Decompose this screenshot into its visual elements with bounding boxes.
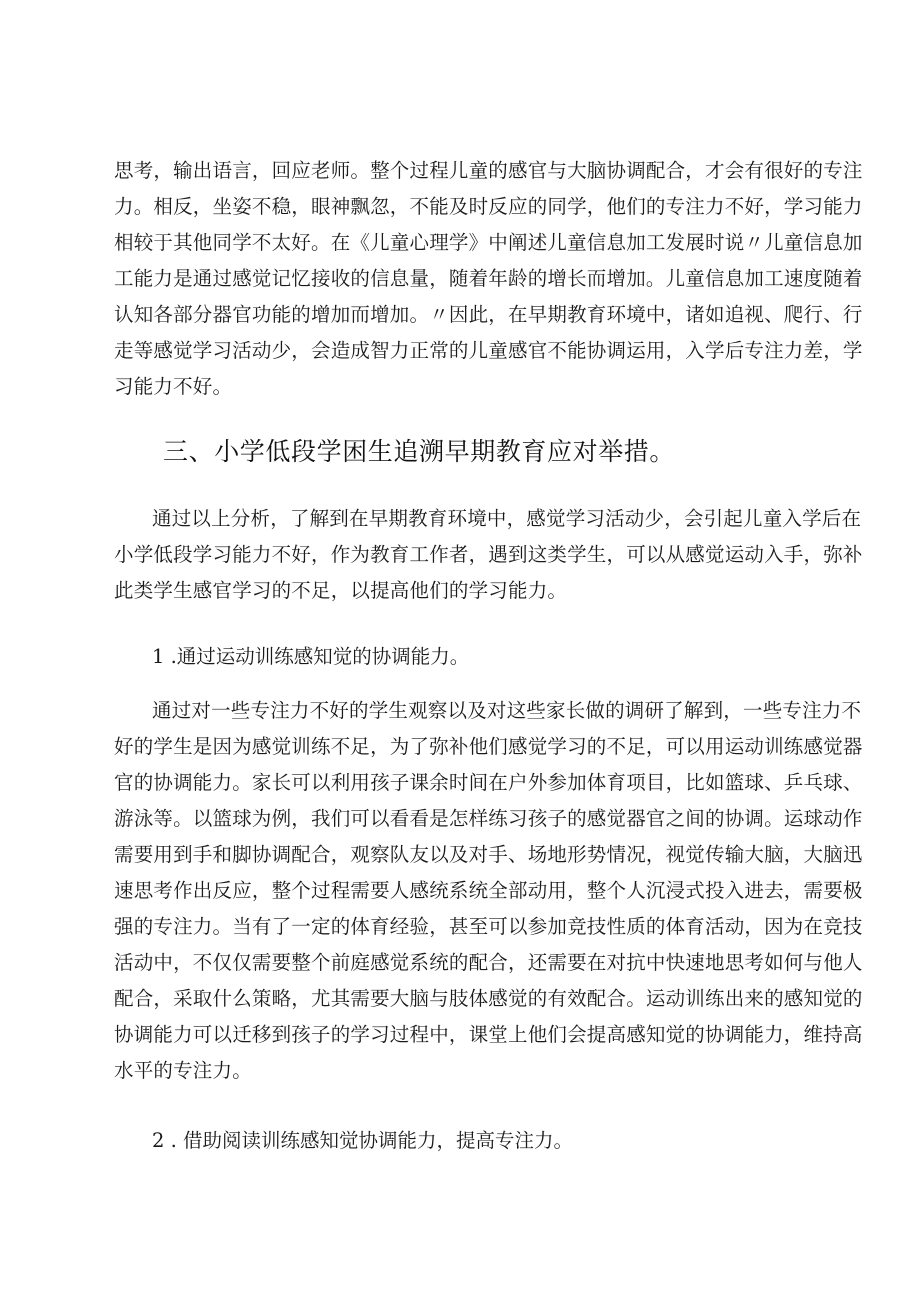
paragraph-line: 工能力是通过感觉记忆接收的信息量，随着年龄的增长而增加。儿童信息加工速度随着	[114, 267, 863, 290]
paragraph-line: 通过以上分析，了解到在早期教育环境中，感觉学习活动少，会引起儿童入学后在	[152, 507, 862, 530]
paragraph-line: 认知各部分器官功能的增加而增加。〃因此，在早期教育环境中，诸如追视、爬行、行	[114, 303, 863, 326]
paragraph-line: 强的专注力。当有了一定的体育经验，甚至可以参加竞技性质的体育活动，因为在竞技	[114, 915, 863, 938]
paragraph-line: 走等感觉学习活动少，会造成智力正常的儿童感官不能协调运用，入学后专注力差，学	[114, 339, 863, 362]
paragraph-line: 速思考作出反应，整个过程需要人感统系统全部动用，整个人沉浸式投入进去，需要极	[114, 879, 863, 902]
subheading-1: 1 .通过运动训练感知觉的协调能力。	[152, 645, 470, 668]
paragraph-line: 配合，采取什么策略，尤其需要大脑与肢体感觉的有效配合。运动训练出来的感知觉的	[114, 987, 863, 1010]
paragraph-line: 思考，输出语言，回应老师。整个过程儿童的感官与大脑协调配合，才会有很好的专注	[114, 159, 863, 182]
paragraph-line: 游泳等。以篮球为例，我们可以看看是怎样练习孩子的感觉器官之间的协调。运球动作	[114, 807, 863, 830]
paragraph-line: 好的学生是因为感觉训练不足，为了弥补他们感觉学习的不足，可以用运动训练感觉器	[114, 735, 863, 758]
paragraph-line: 力。相反，坐姿不稳，眼神飘忽，不能及时反应的同学，他们的专注力不好，学习能力	[114, 195, 863, 218]
paragraph-line: 此类学生感官学习的不足，以提高他们的学习能力。	[114, 579, 568, 602]
paragraph-line: 官的协调能力。家长可以利用孩子课余时间在户外参加体育项目，比如篮球、乒乓球、	[114, 771, 863, 794]
paragraph-line: 小学低段学习能力不好，作为教育工作者，遇到这类学生，可以从感觉运动入手，弥补	[114, 543, 863, 566]
subheading-2: 2 . 借助阅读训练感知觉协调能力，提高专注力。	[152, 1129, 574, 1152]
paragraph-line: 习能力不好。	[114, 375, 233, 398]
paragraph-line: 协调能力可以迁移到孩子的学习过程中，课堂上他们会提高感知觉的协调能力，维持高	[114, 1023, 863, 1046]
paragraph-line: 相较于其他同学不太好。在《儿童心理学》中阐述儿童信息加工发展时说〃儿童信息加	[114, 231, 863, 254]
section-heading: 三、小学低段学困生追溯早期教育应对举措。	[163, 437, 676, 466]
paragraph-line: 需要用到手和脚协调配合，观察队友以及对手、场地形势情况，视觉传输大脑，大脑迅	[114, 843, 863, 866]
paragraph-line: 通过对一些专注力不好的学生观察以及对这些家长做的调研了解到，一些专注力不	[152, 699, 862, 722]
paragraph-line: 活动中，不仅仅需要整个前庭感觉系统的配合，还需要在对抗中快速地思考如何与他人	[114, 951, 863, 974]
paragraph-line: 水平的专注力。	[114, 1059, 252, 1082]
